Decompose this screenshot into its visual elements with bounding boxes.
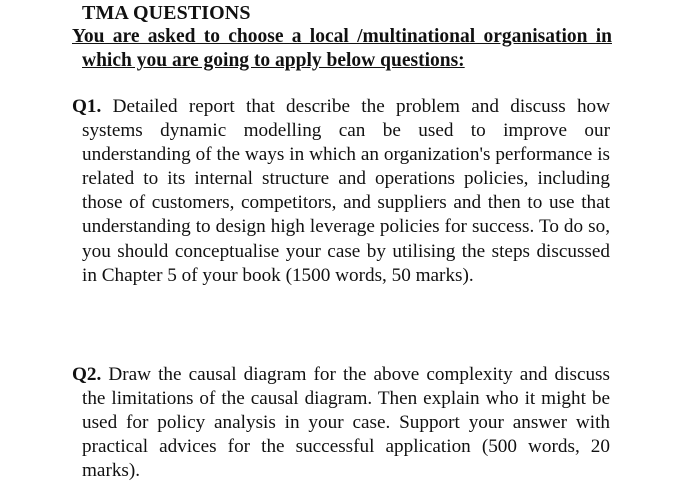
- question-1-label: Q1.: [72, 96, 102, 117]
- question-2-text: Draw the causal diagram for the above complexity and discuss the limitations of the causal diagram. Then explain who it might be used for policy analysis in your case. Support your answer with practical advices for the successful application (500 words, 20 marks).: [82, 364, 610, 482]
- question-2: [72, 363, 610, 483]
- question-1-text: Detailed report that describe the problem and discuss how systems dynamic modelling can be used to improve our understanding of the ways in which an organization's performance is related to its internal structure and operations policies, including those of customers, competitors, and suppliers and then to use that understanding to design high leverage policies for success. To do so, you should conceptualise your case by utilising the steps discussed in Chapter 5 of your book (1500 words, 50 marks).: [82, 96, 610, 286]
- question-1: [72, 95, 610, 288]
- instruction-text: You are asked to choose a local /multinational organisation in which you are going to apply below questions:: [72, 26, 612, 71]
- question-2-label: Q2.: [72, 364, 102, 385]
- document-title: TMA QUESTIONS: [82, 2, 251, 24]
